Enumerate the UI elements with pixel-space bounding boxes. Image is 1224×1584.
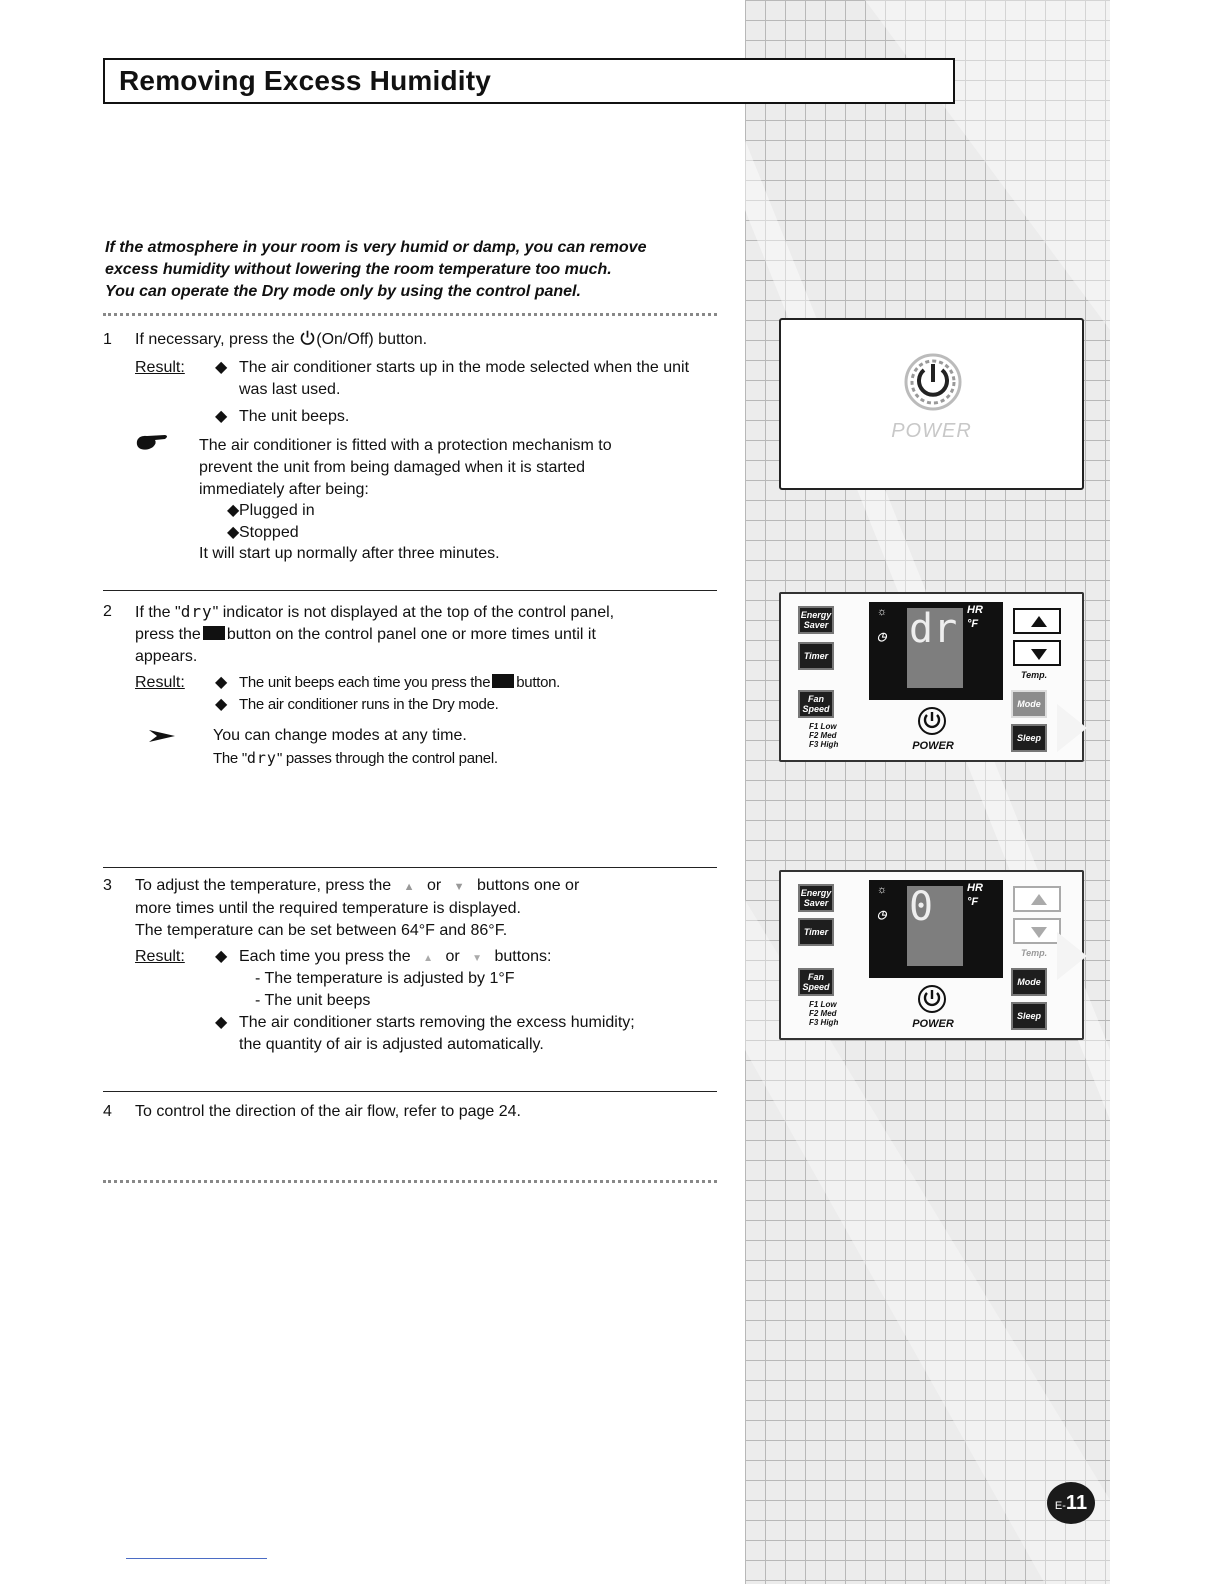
timer-icon: ◷ xyxy=(877,909,887,921)
sun-icon: ☼ xyxy=(877,884,888,896)
diamond-bullet-icon: ◆ xyxy=(215,359,228,376)
power-icon[interactable] xyxy=(917,706,947,736)
fahrenheit-indicator: °F xyxy=(967,896,979,908)
result-item: The unit beeps each time you press the button. xyxy=(239,674,561,691)
note-after: It will start up normally after three minutes. xyxy=(199,545,500,562)
intro-line: excess humidity without lowering the room temperature too much. xyxy=(105,261,612,278)
note-item: Plugged in xyxy=(239,502,315,519)
up-triangle-icon: ▲ xyxy=(403,881,415,893)
page-title: Removing Excess Humidity xyxy=(119,65,492,96)
pointer-arrow-icon xyxy=(1057,704,1087,752)
temp-label: Temp. xyxy=(1021,948,1048,958)
intro-divider xyxy=(103,313,717,316)
segment-readout: dr xyxy=(909,606,958,652)
fahrenheit-indicator: °F xyxy=(967,618,979,630)
temp-up-button[interactable] xyxy=(1013,608,1061,634)
step-1-instruction: If necessary, press the (On/Off) button. xyxy=(135,331,428,348)
footer-link-line xyxy=(126,1558,267,1559)
step-2-instruction: If the "dry" indicator is not displayed at the top of the control panel, press the button on the control panel one or more times until it appears. xyxy=(135,602,615,665)
step-2 xyxy=(103,601,733,801)
fan-speed-button[interactable]: Fan Speed xyxy=(798,968,834,996)
diamond-bullet-icon: ◆ xyxy=(215,408,228,425)
step-3-instruction: To adjust the temperature, press the ▲ or ▼ buttons one or more times until the required temperature is displayed. The temperature can be set between 64°F and 86°F. xyxy=(135,877,580,939)
pointing-hand-icon xyxy=(135,433,171,453)
down-triangle-icon: ▼ xyxy=(453,881,465,893)
hr-indicator: HR xyxy=(967,882,983,894)
arrow-tip-icon xyxy=(147,728,177,744)
bottom-divider xyxy=(103,1180,717,1183)
temp-down-button[interactable] xyxy=(1013,918,1061,944)
power-icon xyxy=(903,352,963,412)
mode-button[interactable]: Mode xyxy=(1011,690,1047,718)
timer-icon: ◷ xyxy=(877,631,887,643)
mode-button-icon xyxy=(492,674,514,688)
diamond-bullet-icon: ◆ xyxy=(215,948,228,965)
decorative-grid-panel xyxy=(745,0,1110,1584)
up-triangle-icon: ▲ xyxy=(423,953,433,964)
result-item: Each time you press the ▲ or ▼ buttons: xyxy=(239,948,552,965)
step-divider xyxy=(103,1091,717,1092)
temp-label: Temp. xyxy=(1021,670,1048,680)
intro-paragraph xyxy=(105,237,725,303)
temp-down-button[interactable] xyxy=(1013,640,1061,666)
step-3 xyxy=(103,875,733,1065)
result-item: The air conditioner runs in the Dry mode. xyxy=(239,696,499,713)
timer-button[interactable]: Timer xyxy=(798,918,834,946)
fan-speed-levels: F1 Low F2 Med F3 High xyxy=(809,722,839,749)
section-title-box xyxy=(103,58,955,104)
energy-saver-button[interactable]: Energy Saver xyxy=(798,884,834,912)
diamond-bullet-icon: ◆ xyxy=(215,696,228,713)
power-icon xyxy=(299,329,316,346)
step-number: 1 xyxy=(103,331,112,348)
step-divider xyxy=(103,590,717,591)
step-number: 4 xyxy=(103,1103,112,1120)
power-label: POWER xyxy=(891,420,972,442)
intro-line: You can operate the Dry mode only by using the control panel. xyxy=(105,283,581,300)
mode-button-icon xyxy=(203,626,225,640)
sleep-button[interactable]: Sleep xyxy=(1011,724,1047,752)
sun-icon: ☼ xyxy=(877,606,888,618)
power-icon[interactable] xyxy=(917,984,947,1014)
result-item: The air conditioner starts removing the excess humidity; the quantity of air is adjusted automatically. xyxy=(239,1014,635,1053)
sleep-button[interactable]: Sleep xyxy=(1011,1002,1047,1030)
temp-up-button[interactable] xyxy=(1013,886,1061,912)
tip-line: The "dry" passes through the control panel. xyxy=(213,749,498,767)
display-screen xyxy=(869,602,1003,700)
diamond-bullet-icon: ◆ xyxy=(227,502,240,519)
power-panel-illustration xyxy=(779,318,1084,490)
page-number-badge: E-11 xyxy=(1047,1482,1095,1524)
power-label: POWER xyxy=(912,740,954,752)
dry-indicator-glyph: dry xyxy=(180,602,213,621)
energy-saver-button[interactable]: Energy Saver xyxy=(798,606,834,634)
power-label: POWER xyxy=(912,1018,954,1030)
hr-indicator: HR xyxy=(967,604,983,616)
step-divider xyxy=(103,867,717,868)
diamond-bullet-icon: ◆ xyxy=(215,1014,228,1031)
fan-speed-levels: F1 Low F2 Med F3 High xyxy=(809,1000,839,1027)
result-sub: - The unit beeps xyxy=(255,992,371,1009)
diamond-bullet-icon: ◆ xyxy=(215,674,228,691)
display-screen xyxy=(869,880,1003,978)
result-item: The air conditioner starts up in the mode selected when the unit was last used. xyxy=(239,359,690,398)
step-1 xyxy=(103,329,733,579)
diagonal-pattern xyxy=(745,0,1110,1584)
down-triangle-icon: ▼ xyxy=(472,953,483,964)
result-item: The unit beeps. xyxy=(239,408,350,425)
protection-note: The air conditioner is fitted with a protection mechanism to prevent the unit from being damaged when it is started immediately after being: xyxy=(199,437,612,498)
note-item: Stopped xyxy=(239,524,299,541)
result-label: Result: xyxy=(135,948,185,965)
diamond-bullet-icon: ◆ xyxy=(227,524,240,541)
segment-readout: 0 xyxy=(909,884,934,930)
control-panel-temperature xyxy=(779,870,1084,1040)
step-number: 3 xyxy=(103,877,112,894)
step-4-instruction: To control the direction of the air flow, refer to page 24. xyxy=(135,1103,521,1120)
control-panel-mode xyxy=(779,592,1084,762)
result-sub: - The temperature is adjusted by 1°F xyxy=(255,970,515,987)
mode-button[interactable]: Mode xyxy=(1011,968,1047,996)
step-number: 2 xyxy=(103,603,112,620)
intro-line: If the atmosphere in your room is very humid or damp, you can remove xyxy=(105,239,647,256)
fan-speed-button[interactable]: Fan Speed xyxy=(798,690,834,718)
tip-line: You can change modes at any time. xyxy=(213,727,467,744)
timer-button[interactable]: Timer xyxy=(798,642,834,670)
result-label: Result: xyxy=(135,359,185,376)
result-label: Result: xyxy=(135,674,185,691)
pointer-arrow-icon xyxy=(1057,932,1087,980)
step-4 xyxy=(103,1101,733,1131)
